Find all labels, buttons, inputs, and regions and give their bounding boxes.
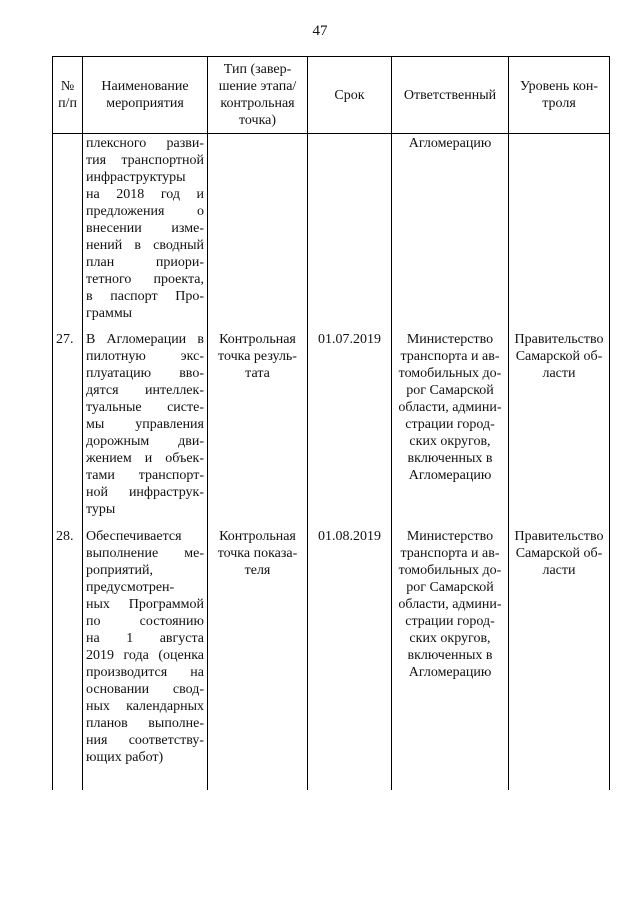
event-name-text: Обеспечивается выполнение ме- роприятий, предусмотрен- ных Программой по состоянию на 1 августа 2019 года (оценка производится на основании свод- ных календарных планов выполне- ния соответству- [86, 529, 204, 748]
header-number: № п/п [53, 57, 83, 134]
row-event-name [83, 134, 208, 325]
header-event-name: Наименование мероприятия [83, 57, 208, 134]
page-number: 47 [312, 23, 328, 39]
row-type [208, 134, 308, 325]
row-responsible: Министерство транспорта и ав- томобильных до- рог Самарской области, админи- страции город- ских округов, включенных в Агломерацию [392, 521, 509, 790]
row-responsible: Агломерацию [392, 134, 509, 325]
row-responsible: Министерство транспорта и ав- томобильных до- рог Самарской области, админи- страции город- ских округов, включенных в Агломерацию [392, 324, 509, 521]
row-type: Контрольная точка показа- теля [208, 521, 308, 790]
row-number: 28. [53, 521, 83, 790]
event-name-text: плексного разви- тия транспортной инфраструктуры на 2018 год и предложения о внесении изме- нений в сводный план приори- тетного проекта, в паспорт Про- [86, 136, 204, 304]
header-term: Срок [308, 57, 392, 134]
row-control-level [509, 134, 610, 325]
table-row [53, 134, 610, 325]
header-responsible: Ответственный [392, 57, 509, 134]
table-header-row [53, 57, 610, 134]
row-control-level: Правительство Самарской об- ласти [509, 521, 610, 790]
row-term: 01.07.2019 [308, 324, 392, 521]
table-row [53, 324, 610, 521]
row-number: 27. [53, 324, 83, 521]
row-event-name [83, 521, 208, 790]
event-name-text: В Агломерации в пилотную экс- плуатацию вво- дятся интеллек- туальные систе- мы управления дорожным дви- жением и объек- тами транспорт- ной инфраструк- [86, 332, 204, 500]
event-name-last-line: туры [86, 502, 116, 517]
event-name-last-line: ющих работ) [86, 750, 164, 765]
row-term [308, 134, 392, 325]
header-control-level: Уровень кон- троля [509, 57, 610, 134]
row-event-name [83, 324, 208, 521]
row-term: 01.08.2019 [308, 521, 392, 790]
row-type: Контрольная точка резуль- тата [208, 324, 308, 521]
header-type: Тип (завер- шение этапа/ контрольная точка) [208, 57, 308, 134]
row-control-level: Правительство Самарской об- ласти [509, 324, 610, 521]
event-name-last-line: граммы [86, 306, 133, 321]
row-number [53, 134, 83, 325]
events-table [52, 56, 610, 790]
table-row [53, 521, 610, 790]
